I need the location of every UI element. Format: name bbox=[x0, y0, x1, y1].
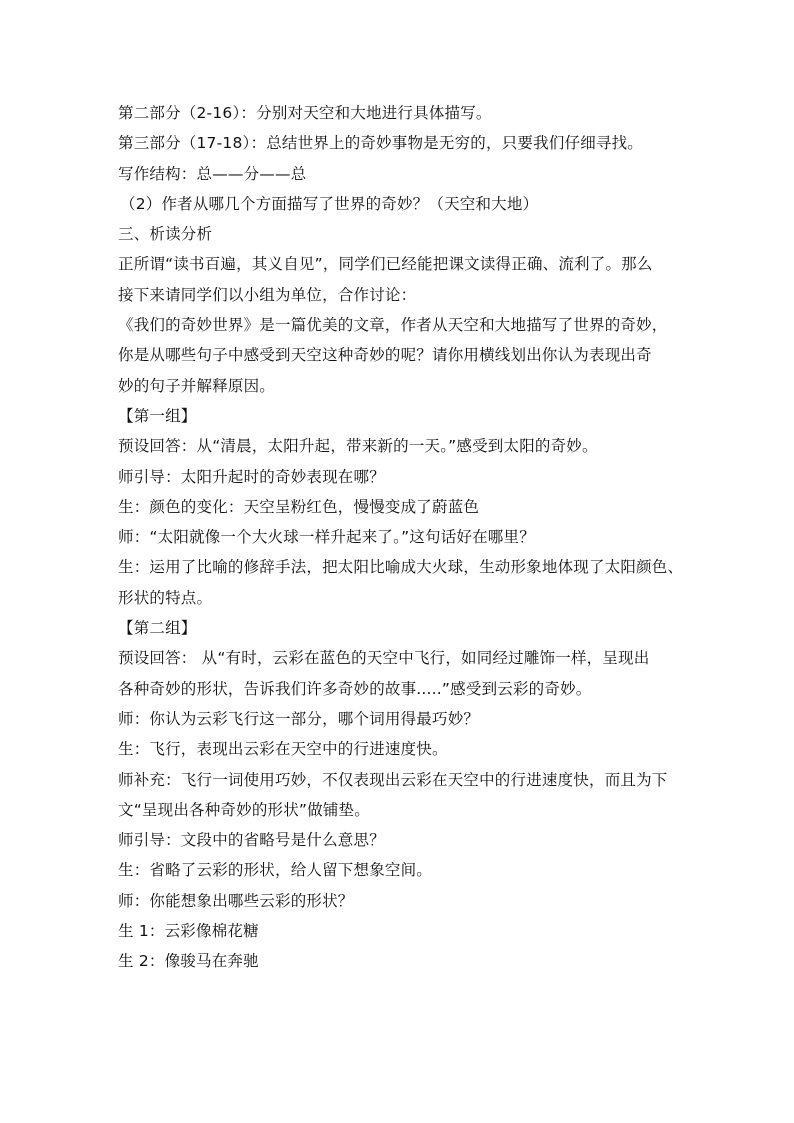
text-line-group2-answer-b: 各种奇妙的形状，告诉我们许多奇妙的故事.....”感受到云彩的奇妙。 bbox=[118, 679, 592, 698]
text-line-group2-student-4: 生 2：像骏马在奔驰 bbox=[118, 952, 259, 971]
text-line-group1-student-2b: 形状的特点。 bbox=[118, 588, 213, 607]
text-line-group1-answer: 预设回答：从“清晨，太阳升起，带来新的一天。”感受到太阳的奇妙。 bbox=[118, 437, 598, 456]
text-line-group2-supplement-b: 文“呈现出各种奇妙的形状”做铺垫。 bbox=[118, 800, 370, 819]
text-line-group2-teacher-2: 师：你能想象出哪些云彩的形状？ bbox=[118, 891, 354, 910]
text-line-group1-student-1: 生：颜色的变化：天空呈粉红色，慢慢变成了蔚蓝色 bbox=[118, 497, 480, 516]
text-line-group2-answer-a: 预设回答： 从“有时，云彩在蓝色的天空中飞行，如同经过雕饰一样，呈现出 bbox=[118, 649, 650, 668]
section-heading-analysis: 三、析读分析 bbox=[118, 225, 213, 244]
group-heading-2: 【第二组】 bbox=[118, 619, 197, 638]
text-line-part-three: 第三部分（17-18）：总结世界上的奇妙事物是无穷的，只要我们仔细寻找。 bbox=[118, 134, 643, 153]
text-line-task-3: 妙的句子并解释原因。 bbox=[118, 376, 276, 395]
text-line-intro-2: 接下来请同学们以小组为单位，合作讨论： bbox=[118, 285, 417, 304]
text-line-group1-student-2a: 生：运用了比喻的修辞手法，把太阳比喻成大火球，生动形象地体现了太阳颜色、 bbox=[118, 558, 684, 577]
text-line-group2-teacher-1: 师：你认为云彩飞行这一部分，哪个词用得最巧妙？ bbox=[118, 709, 480, 728]
document-body bbox=[118, 98, 684, 977]
text-line-question-2: （2）作者从哪几个方面描写了世界的奇妙？（天空和大地） bbox=[120, 194, 539, 213]
text-line-group2-student-2: 生：省略了云彩的形状，给人留下想象空间。 bbox=[118, 861, 433, 880]
text-line-task-1: 《我们的奇妙世界》是一篇优美的文章，作者从天空和大地描写了世界的奇妙， bbox=[118, 316, 668, 335]
text-line-group1-teacher: 师：“太阳就像一个大火球一样升起来了。”这句话好在哪里？ bbox=[118, 528, 535, 547]
group-heading-1: 【第一组】 bbox=[118, 406, 197, 425]
text-line-group2-supplement-a: 师补充：飞行一词使用巧妙，不仅表现出云彩在天空中的行进速度快，而且为下 bbox=[118, 770, 668, 789]
text-line-group2-student-3: 生 1：云彩像棉花糖 bbox=[118, 922, 259, 941]
text-line-group1-guide: 师引导：太阳升起时的奇妙表现在哪？ bbox=[118, 467, 385, 486]
text-line-structure: 写作结构：总——分——总 bbox=[118, 164, 307, 183]
text-line-task-2: 你是从哪些句子中感受到天空这种奇妙的呢？请你用横线划出你认为表现出奇 bbox=[118, 346, 652, 365]
text-line-group2-student-1: 生：飞行，表现出云彩在天空中的行进速度快。 bbox=[118, 740, 448, 759]
text-line-intro-1: 正所谓“读书百遍，其义自见”，同学们已经能把课文读得正确、流利了。那么 bbox=[118, 255, 653, 274]
text-line-group2-guide: 师引导：文段中的省略号是什么意思？ bbox=[118, 831, 385, 850]
text-line-part-two: 第二部分（2-16）：分别对天空和大地进行具体描写。 bbox=[118, 104, 492, 122]
